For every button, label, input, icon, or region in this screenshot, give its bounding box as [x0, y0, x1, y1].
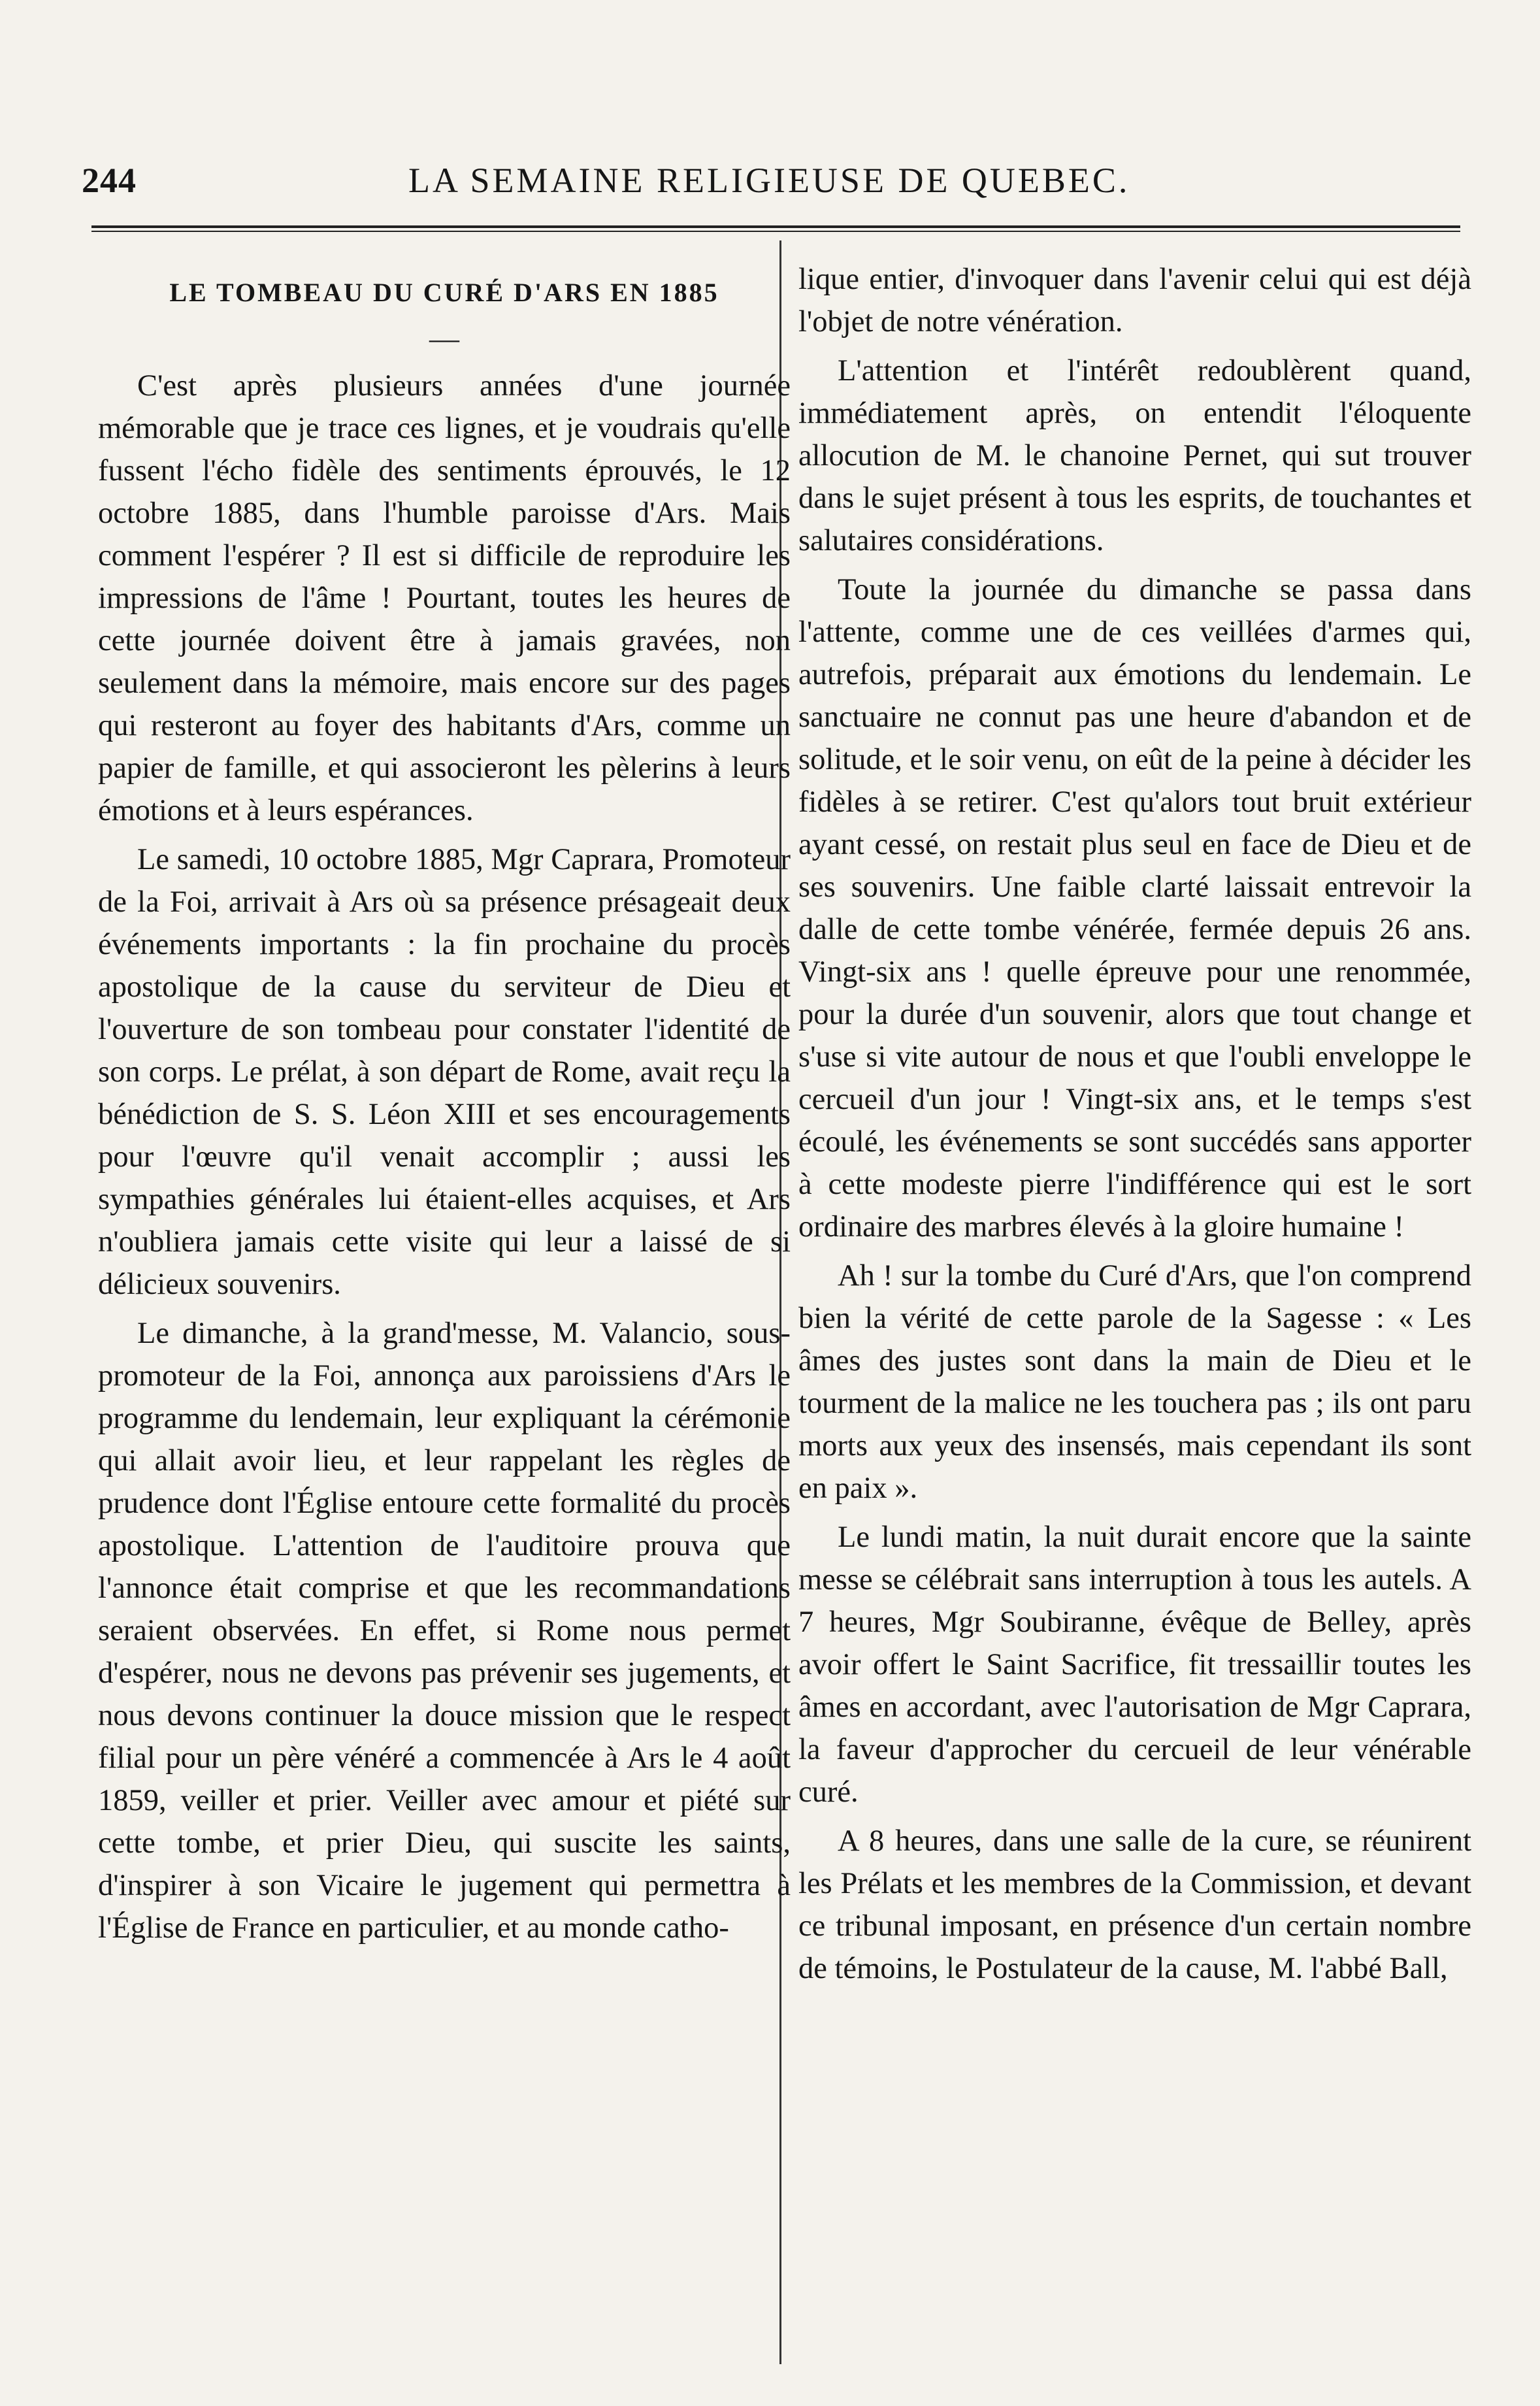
title-dash: — [429, 321, 459, 355]
paragraph: Le dimanche, à la grand'messe, M. Valancio, sous-promoteur de la Foi, annonça aux paroissiens d'Ars le programme du lendemain, leur expliquant la cérémonie qui allait avoir lieu, et leur rappelant les règles de prudence dont l'Église entoure cette formalité du procès apostolique. L'attention de l'auditoire prouva que l'annonce était comprise et que les recommandations seraient observées. En effet, si Rome nous permet d'espérer, nous ne devons pas prévenir ses jugements, et nous devons continuer la douce mission que le respect filial pour un père vénéré a commencée à Ars le 4 août 1859, veiller et prier. Veiller avec amour et piété sur cette tombe, et prier Dieu, qui suscite les saints, d'inspirer à son Vicaire le jugement qui permettra à l'Église de France en particulier, et au monde catho- [98, 1317, 791, 1945]
paragraph: L'attention et l'intérêt redoublèrent quand, immédiatement après, on entendit l'éloquente allocution de M. le chanoine Pernet, qui sut trouver dans le sujet présent à tous les esprits, de touchantes et salutaires considérations. [798, 354, 1471, 557]
paragraph: Ah ! sur la tombe du Curé d'Ars, que l'on comprend bien la vérité de cette parole de la Sagesse : « Les âmes des justes sont dans la main de Dieu et le tourment de la malice ne les touchera pas ; ils ont paru morts aux yeux des insensés, mais cependant ils sont en paix ». [798, 1259, 1471, 1505]
paragraph: A 8 heures, dans une salle de la cure, se réunirent les Prélats et les membres de la Commission, et devant ce tribunal imposant, en présence d'un certain nombre de témoins, le Postulateur de la cause, M. l'abbé Ball, [798, 1824, 1471, 1985]
running-title: LA SEMAINE RELIGIEUSE DE QUEBEC. [408, 161, 1130, 200]
paragraph: Le lundi matin, la nuit durait encore que la sainte messe se célébrait sans interruption à tous les autels. A 7 heures, Mgr Soubiranne, évêque de Belley, après avoir offert le Saint Sacrifice, fit tressaillir toutes les âmes en accordant, avec l'autorisation de Mgr Caprara, la faveur d'approcher du cercueil de leur vénérable curé. [798, 1521, 1471, 1809]
paragraph-continued: lique entier, d'invoquer dans l'avenir celui qui est déjà l'objet de notre vénération. [798, 263, 1471, 338]
left-column [98, 258, 791, 1956]
paragraph: Le samedi, 10 octobre 1885, Mgr Caprara, Promoteur de la Foi, arrivait à Ars où sa présence présageait deux événements importants : la fin prochaine du procès apostolique de la cause du serviteur de Dieu et l'ouverture de son tombeau pour constater l'identité de son corps. Le prélat, à son départ de Rome, avait reçu la bénédiction de S. S. Léon XIII et ses encouragements pour l'œuvre qu'il venait accomplir ; aussi les sympathies générales lui étaient-elles acquises, et Ars n'oubliera jamais cette visite qui leur a laissé de si délicieux souvenirs. [98, 843, 791, 1301]
page-number: 244 [82, 161, 137, 200]
paragraph: C'est après plusieurs années d'une journée mémorable que je trace ces lignes, et je voudrais qu'elle fussent l'écho fidèle des sentiments éprouvés, le 12 octobre 1885, dans l'humble paroisse d'Ars. Mais comment l'espérer ? Il est si difficile de reproduire les impressions de l'âme ! Pourtant, toutes les heures de cette journée doivent être à jamais gravées, non seulement dans la mémoire, mais encore sur des pages qui resteront au foyer des habitants d'Ars, comme un papier de famille, et qui associeront les pèlerins à leurs émotions et à leurs espérances. [98, 369, 791, 827]
header-rule [91, 225, 1460, 232]
page-header [82, 160, 1460, 212]
article-title: LE TOMBEAU DU CURÉ D'ARS EN 1885 [169, 278, 719, 307]
paragraph: Toute la journée du dimanche se passa dans l'attente, comme une de ces veillées d'armes qui, autrefois, préparait aux émotions du lendemain. Le sanctuaire ne connut pas une heure d'abandon et de solitude, et le soir venu, on eût de la peine à décider les fidèles à se retirer. C'est qu'alors tout bruit extérieur ayant cessé, on restait plus seul en face de Dieu et de ses souvenirs. Une faible clarté laissait entrevoir la dalle de cette tombe vénérée, fermée depuis 26 ans. Vingt-six ans ! quelle épreuve pour une renommée, pour la durée d'un souvenir, alors que tout change et s'use si vite autour de nous et que l'oubli enveloppe le cercueil d'un jour ! Vingt-six ans, et le temps s'est écoulé, les événements se sont succédés sans apporter à cette modeste pierre l'indifférence qui est le sort ordinaire des marbres élevés à la gloire humaine ! [798, 573, 1471, 1244]
right-column [798, 258, 1471, 1996]
